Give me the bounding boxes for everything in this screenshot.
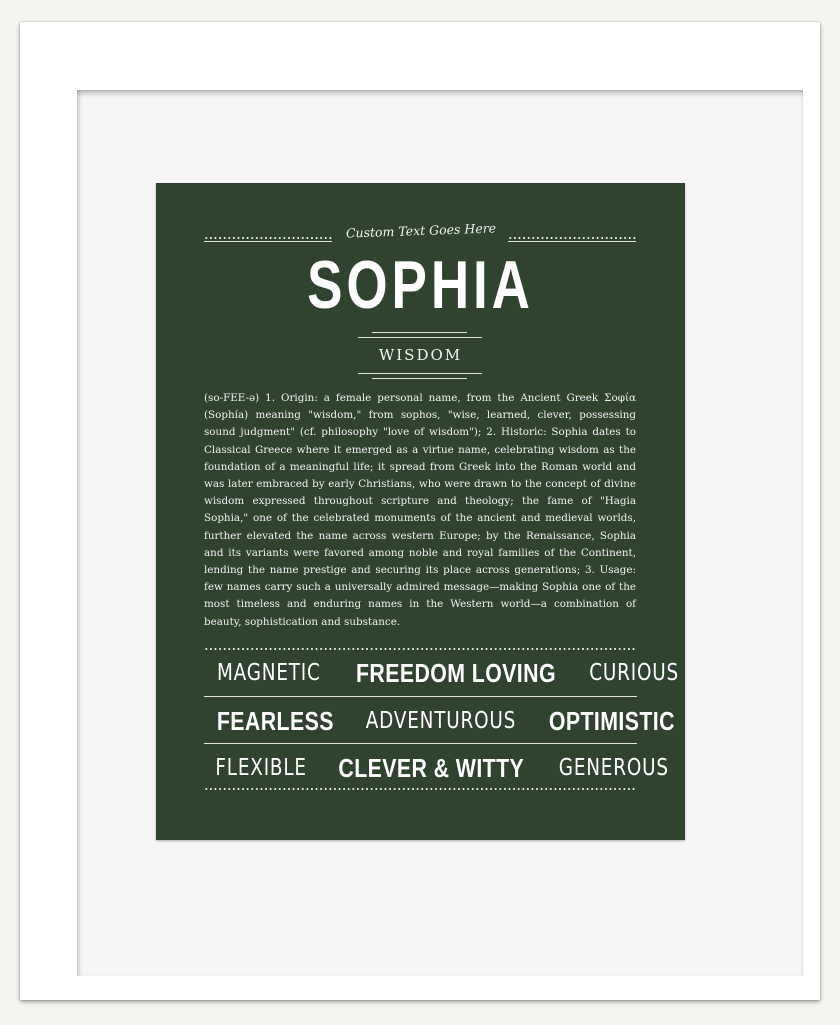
dotted-divider-traits-top xyxy=(204,647,637,652)
trait-word: FREEDOM LOVING xyxy=(355,657,556,688)
name-meaning: WISDOM xyxy=(378,346,463,364)
custom-text: Custom Text Goes Here xyxy=(345,220,497,241)
trait-word: ADVENTUROUS xyxy=(365,708,516,734)
trait-rule-2 xyxy=(204,743,637,744)
name-title: SOPHIA xyxy=(307,247,534,323)
meaning-rule-top-2 xyxy=(358,337,482,338)
dotted-divider-traits-bottom xyxy=(204,787,637,792)
meaning-rule-bottom-1 xyxy=(358,373,482,374)
trait-row-2 xyxy=(204,703,675,739)
name-definition: (so-FEE-ə) 1. Origin: a female personal name, from the Ancient Greek Σοφία (Sophía) meaning "wisdom," from sophos, "wise, learned, clever, possessing sound judgment" (cf. philosophy "love of wisdom"); 2. Historic: Sophia dates to Classical Greece where it emerged as a virtue name, celebrating wisdom as the foundation of a meaningful life; it spread from Greek into the Roman world and was later embraced by early Christians, who were drawn to the concept of divine wisdom expressed throughout scripture and theology; the fame of "Hagia Sophia," one of the celebrated monuments of the ancient and medieval worlds, further elevated the name across western Europe; by the Renaissance, Sophia and its variants were favored among noble and royal families of the Continent, lending the name prestige and securing its place across generations; 3. Usage: few names carry such a universally admired message—making Sophia one of the most timeless and enduring names in the Western world—a combination of beauty, sophistication and substance. xyxy=(204,392,636,628)
trait-word: CLEVER & WITTY xyxy=(338,752,525,783)
name-print xyxy=(156,183,685,840)
trait-word: OPTIMISTIC xyxy=(548,705,675,736)
trait-rule-1 xyxy=(204,696,637,697)
rule-right xyxy=(508,241,636,242)
trait-word: GENEROUS xyxy=(558,755,669,781)
trait-word: CURIOUS xyxy=(588,660,679,686)
trait-row-3 xyxy=(204,750,669,786)
meaning-rule-bottom-2 xyxy=(372,378,467,379)
trait-word: FEARLESS xyxy=(216,705,334,736)
trait-word: MAGNETIC xyxy=(216,660,321,686)
meaning-rule-top-1 xyxy=(372,332,467,333)
trait-row-1 xyxy=(204,655,679,691)
trait-word: FLEXIBLE xyxy=(215,755,307,781)
